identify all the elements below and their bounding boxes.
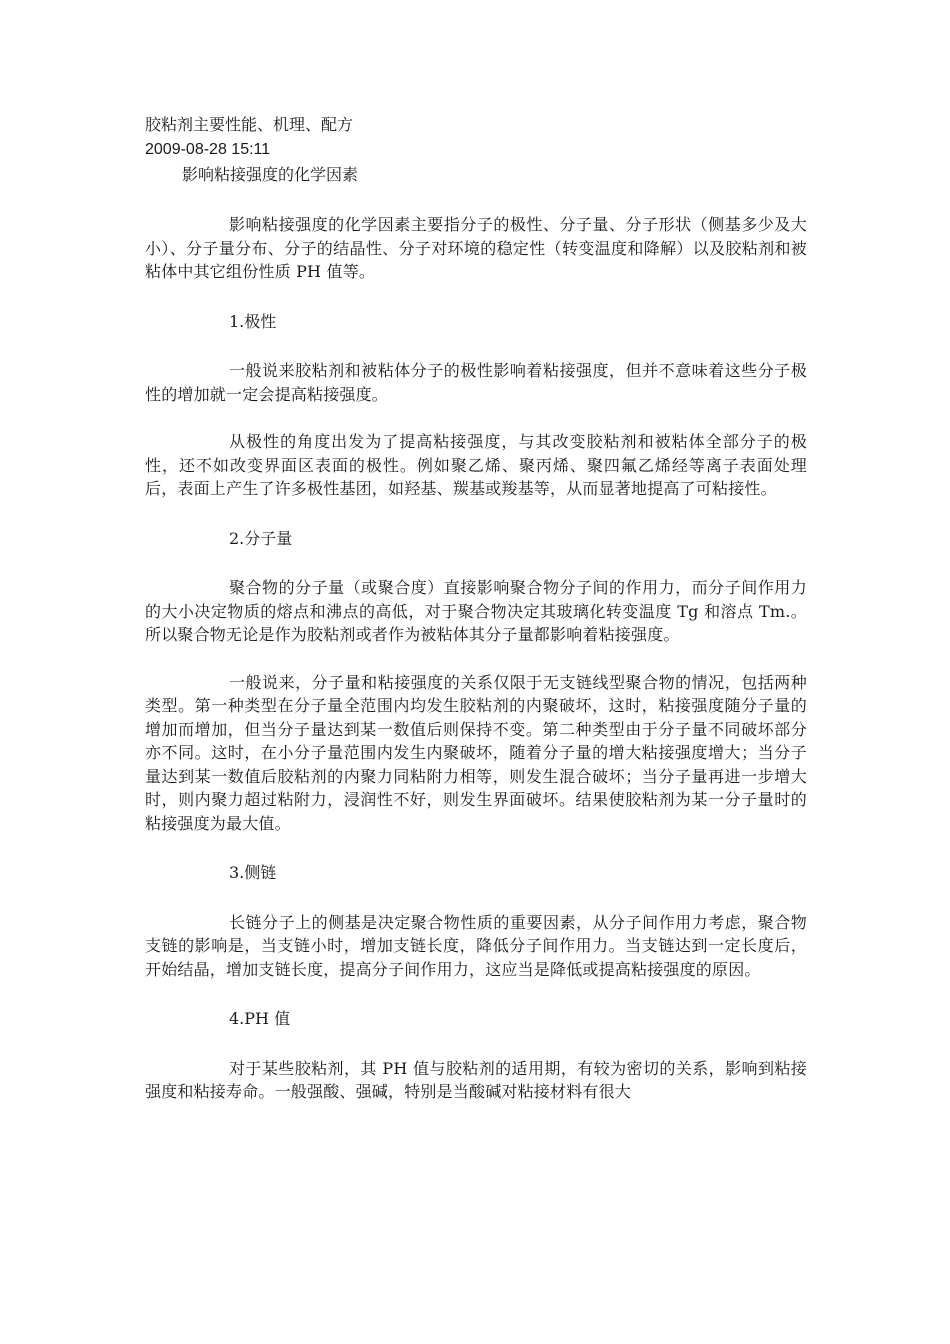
section-paragraph: 一般说来胶粘剂和被粘体分子的极性影响着粘接强度，但并不意味着这些分子极性的增加就一定会提高粘接强度。	[145, 361, 807, 404]
section-heading: 1.极性	[229, 311, 277, 331]
section-paragraph: 对于某些胶粘剂，其 PH 值与胶粘剂的适用期，有较为密切的关系，影响到粘接强度和粘接寿命。一般强酸、强碱，特别是当酸碱对粘接材料有很大	[145, 1058, 807, 1101]
section-paragraph: 一般说来，分子量和粘接强度的关系仅限于无支链线型聚合物的情况，包括两种类型。第一种类型在分子量全范围内均发生胶粘剂的内聚破坏，这时，粘接强度随分子量的增加而增加，但当分子量达到某一数值后则保持不变。第二种类型由于分子量不同破坏部分亦不同。这时，在小分子量范围内发生内聚破坏，随着分子量的增大粘接强度增大；当分子量达到某一数值后胶粘剂的内聚力同粘附力相等，则发生混合破坏；当分子量再进一步增大时，则内聚力超过粘附力，浸润性不好，则发生界面破坏。结果使胶粘剂为某一分子量时的粘接强度为最大值。	[145, 672, 807, 833]
section-heading: 2.分子量	[229, 528, 293, 548]
section-heading: 3.侧链	[229, 863, 277, 882]
document-title: 胶粘剂主要性能、机理、配方	[145, 115, 354, 134]
section-heading: 4.PH 值	[229, 1009, 291, 1028]
section-paragraph: 聚合物的分子量（或聚合度）直接影响聚合物分子间的作用力，而分子间作用力的大小决定物质的熔点和沸点的高低，对于聚合物决定其玻璃化转变温度 Tg 和溶点 Tm.。所以聚合物无论是作为胶粘剂或者作为被粘体其分子量都影响着粘接强度。	[145, 578, 807, 644]
document-subtitle: 影响粘接强度的化学因素	[182, 165, 359, 184]
document-date: 2009-08-28 15:11	[145, 141, 271, 158]
document-page	[145, 112, 807, 1104]
section-paragraph: 从极性的角度出发为了提高粘接强度，与其改变胶粘剂和被粘体全部分子的极性，还不如改变界面区表面的极性。例如聚乙烯、聚丙烯、聚四氟乙烯经等离子表面处理后，表面上产生了许多极性基团，如羟基、羰基或羧基等，从而显著地提高了可粘接性。	[145, 432, 807, 498]
intro-paragraph: 影响粘接强度的化学因素主要指分子的极性、分子量、分子形状（侧基多少及大小）、分子量分布、分子的结晶性、分子对环境的稳定性（转变温度和降解）以及胶粘剂和被粘体中其它组份性质 PH 值等。	[145, 215, 807, 281]
section-paragraph: 长链分子上的侧基是决定聚合物性质的重要因素，从分子间作用力考虑，聚合物支链的影响是，当支链小时，增加支链长度，降低分子间作用力。当支链达到一定长度后，开始结晶，增加支链长度，提高分子间作用力，这应当是降低或提高粘接强度的原因。	[145, 912, 807, 979]
